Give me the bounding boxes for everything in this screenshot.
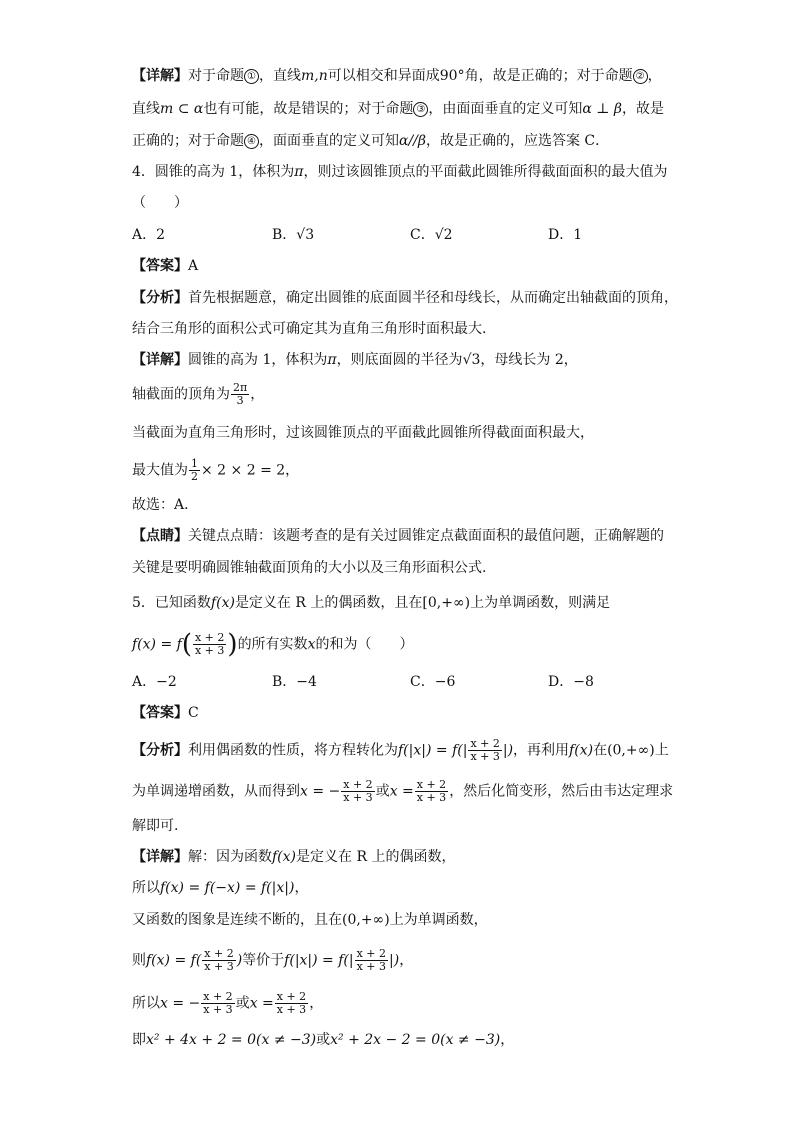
section-tag: 【详解】 <box>132 68 188 84</box>
analysis-4-cont: 结合三角形的面积公式可确定其为直角三角形时面积最大. <box>132 321 487 337</box>
fraction: $\frac{x + 2}{x + 3}$ <box>204 947 234 973</box>
detail-4-line2: 轴截面的顶角为 $\frac{2\pi}{3}$ ， <box>132 381 265 407</box>
fraction: $\frac{x + 2}{x + 3}$ <box>203 990 233 1016</box>
question-4: 4．圆锥的高为 1，体积为π，则过该圆锥顶点的平面截此圆锥所得截面面积的最大值为 <box>132 164 668 180</box>
option-b: B．−4 <box>272 674 317 690</box>
answer-5: 【答案】C <box>132 705 199 721</box>
detail-4: 【详解】圆锥的高为 1，体积为π，则底面圆的半径为√3，母线长为 2， <box>132 352 578 368</box>
detail-4-line3: 当截面为直角三角形时，过该圆锥顶点的平面截此圆锥所得截面面积最大， <box>132 425 594 441</box>
fraction: $\frac{x + 2}{x + 3}$ <box>356 947 387 973</box>
option-d: D．−8 <box>548 674 594 690</box>
question-5: 5．已知函数f(x)是定义在 R 上的偶函数，且在[0,+∞)上为单调函数，则满足 <box>132 595 611 611</box>
fraction: $\frac{2\pi}{3}$ <box>233 381 248 407</box>
analysis-5-line3: 解即可. <box>132 818 179 834</box>
detail-5: 【详解】解：因为函数f(x)是定义在 R 上的偶函数， <box>132 849 456 865</box>
detail-5-line4: 则f(x) = f( $\frac{x + 2}{x + 3}$ )等价于f(|x|) = f(| $\frac{x + 2}{x + 3}$ |)， <box>132 947 414 973</box>
question-4-blank: （ ） <box>132 195 188 211</box>
detail-4-line4: 最大值为 $\frac{1}{2}$ × 2 × 2 = 2， <box>132 457 300 483</box>
fraction: $\frac{x + 2}{x + 3}$ <box>343 778 373 804</box>
detail-5-line3: 又函数的图象是连续不断的，且在(0,+∞)上为单调函数， <box>132 912 488 928</box>
fraction: $\frac{x + 2}{x + 3}$ <box>276 990 307 1016</box>
detail-5-line5: 所以x = − $\frac{x + 2}{x + 3}$ 或x = $\frac{x + 2}{x + 3}$ ， <box>132 990 324 1016</box>
option-a: A．2 <box>132 227 166 243</box>
key-point-4: 【点睛】关键点点睛：该题考查的是有关过圆锥定点截面面积的最值问题，正确解题的 <box>132 528 664 544</box>
option-a: A．−2 <box>132 674 177 690</box>
text-line: 正确的；对于命题 ④ ，面面垂直的定义可知α//β，故是正确的，应选答案 C． <box>132 133 610 149</box>
option-b: B．√3 <box>272 227 315 243</box>
option-c: C．−6 <box>410 674 456 690</box>
key-point-4-cont: 关键是要明确圆锥轴截面顶角的大小以及三角形面积公式. <box>132 560 487 576</box>
detail-4-choice: 故选：A． <box>132 497 199 513</box>
circled-number: ③ <box>413 102 428 117</box>
analysis-5: 【分析】利用偶函数的性质，将方程转化为f(|x|) = f(| $\frac{x + 2}{x + 3}$ |)，再利用f(x)在(0,+∞)上 <box>132 737 669 763</box>
answer-4: 【答案】A <box>132 258 199 274</box>
circled-number: ④ <box>244 134 259 149</box>
text-line: 直线m ⊂ α也有可能，故是错误的；对于命题 ③ ，由面面垂直的定义可知α ⊥ β，故是 <box>132 101 664 117</box>
fraction: $\frac{1}{2}$ <box>191 457 198 483</box>
option-d: D．1 <box>548 227 583 243</box>
detail-5-line2: 所以f(x) = f(−x) = f(|x|)， <box>132 880 309 896</box>
circled-number: ② <box>633 69 648 84</box>
text-line: 【详解】对于命题 ① ，直线m,n可以相交和异面成90°角，故是正确的；对于命题 ② ， <box>132 68 662 84</box>
fraction: $\frac{x + 2}{x + 3}$ <box>416 778 447 804</box>
fraction: $\frac{x + 2}{x + 3}$ <box>194 631 225 657</box>
circled-number: ① <box>244 69 259 84</box>
question-5-line2: f(x) = f( $\frac{x + 2}{x + 3}$ )的所有实数x的和为（ ） <box>132 629 414 660</box>
detail-5-line6: 即x² + 4x + 2 = 0(x ≠ −3)或x² + 2x − 2 = 0(x ≠ −3)， <box>132 1032 515 1048</box>
fraction: $\frac{x + 2}{x + 3}$ <box>470 737 500 763</box>
option-c: C．√2 <box>410 227 453 243</box>
analysis-5-line2: 为单调递增函数，从而得到x = − $\frac{x + 2}{x + 3}$ 或x = $\frac{x + 2}{x + 3}$ ，然后化简变形，然后由韦达定理求 <box>132 778 674 804</box>
analysis-4: 【分析】首先根据题意，确定出圆锥的底面圆半径和母线长，从而确定出轴截面的顶角， <box>132 290 678 306</box>
